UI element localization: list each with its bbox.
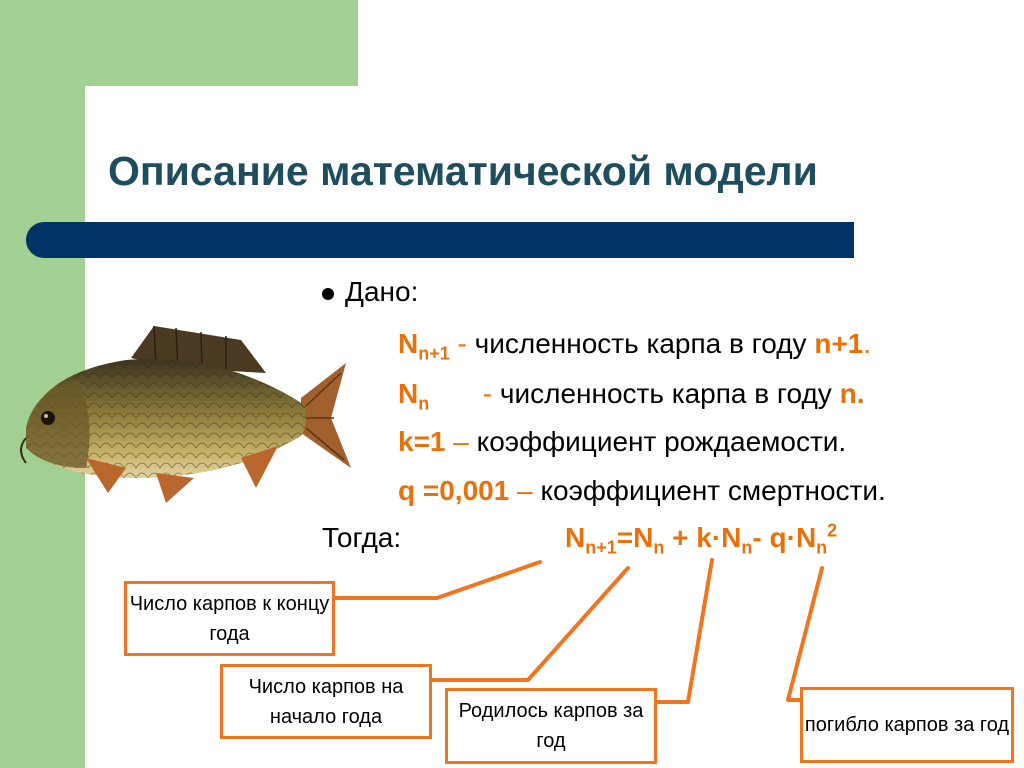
n-year: n. xyxy=(839,378,865,409)
line-q xyxy=(398,475,886,507)
slide-title: Описание математической модели xyxy=(108,148,818,194)
box-start-of-year: Число карпов на начало года xyxy=(220,664,432,739)
k-dash: – xyxy=(453,426,469,457)
box-end-of-year: Число карпов к концу года xyxy=(124,581,335,656)
q-dash: – xyxy=(517,475,533,506)
formula-dot2: · xyxy=(786,522,796,553)
formula-n2: N xyxy=(721,522,742,553)
n-next-symbol: N xyxy=(398,328,419,359)
n-next-text: численность карпа в году xyxy=(474,328,807,359)
connector-start-of-year xyxy=(432,568,628,680)
connector-died xyxy=(788,568,822,700)
formula xyxy=(565,520,838,558)
formula-eq-sub: n xyxy=(653,537,665,558)
n-next-period: . xyxy=(863,328,872,359)
formula-n1-sub: n+1 xyxy=(585,537,617,558)
q-text: коэффициент смертности. xyxy=(540,475,886,506)
title-underline-bar xyxy=(26,222,854,258)
k-text: коэффициент рождаемости. xyxy=(476,426,847,457)
box-born: Родилось карпов за год xyxy=(445,688,657,764)
formula-n3: N xyxy=(795,522,817,553)
line-n-next xyxy=(398,328,872,364)
line-k xyxy=(398,426,846,458)
decor-white-corner xyxy=(85,86,145,146)
formula-minus: - q xyxy=(752,522,787,553)
k-expr: k=1 xyxy=(398,426,446,457)
formula-dot1: · xyxy=(711,522,722,553)
n-sub: n xyxy=(418,393,430,414)
connector-end-of-year xyxy=(335,562,540,598)
formula-n1: N xyxy=(565,522,586,553)
q-expr: q =0,001 xyxy=(398,475,510,506)
n-next-dash: - xyxy=(457,328,467,359)
n-next-year: n+1 xyxy=(814,328,864,359)
bullet-dot xyxy=(322,288,334,300)
decor-green-top xyxy=(0,0,358,86)
formula-n2-sub: n xyxy=(741,537,753,558)
n-next-sub: n+1 xyxy=(418,343,450,364)
formula-eq: =N xyxy=(616,522,654,553)
box-died: погибло карпов за год xyxy=(800,687,1014,763)
connector-born xyxy=(656,560,712,702)
given-label: Дано: xyxy=(345,276,419,307)
n-text: численность карпа в году xyxy=(499,378,832,409)
formula-n3-sub: n xyxy=(816,537,828,558)
formula-plus: + k xyxy=(664,522,712,553)
line-n xyxy=(398,378,865,414)
n-dash: - xyxy=(482,378,493,409)
then-label: Тогда: xyxy=(322,522,402,553)
n-symbol: N xyxy=(398,378,419,409)
formula-n3-sup: 2 xyxy=(827,520,838,541)
carp-fish-image xyxy=(16,318,356,503)
